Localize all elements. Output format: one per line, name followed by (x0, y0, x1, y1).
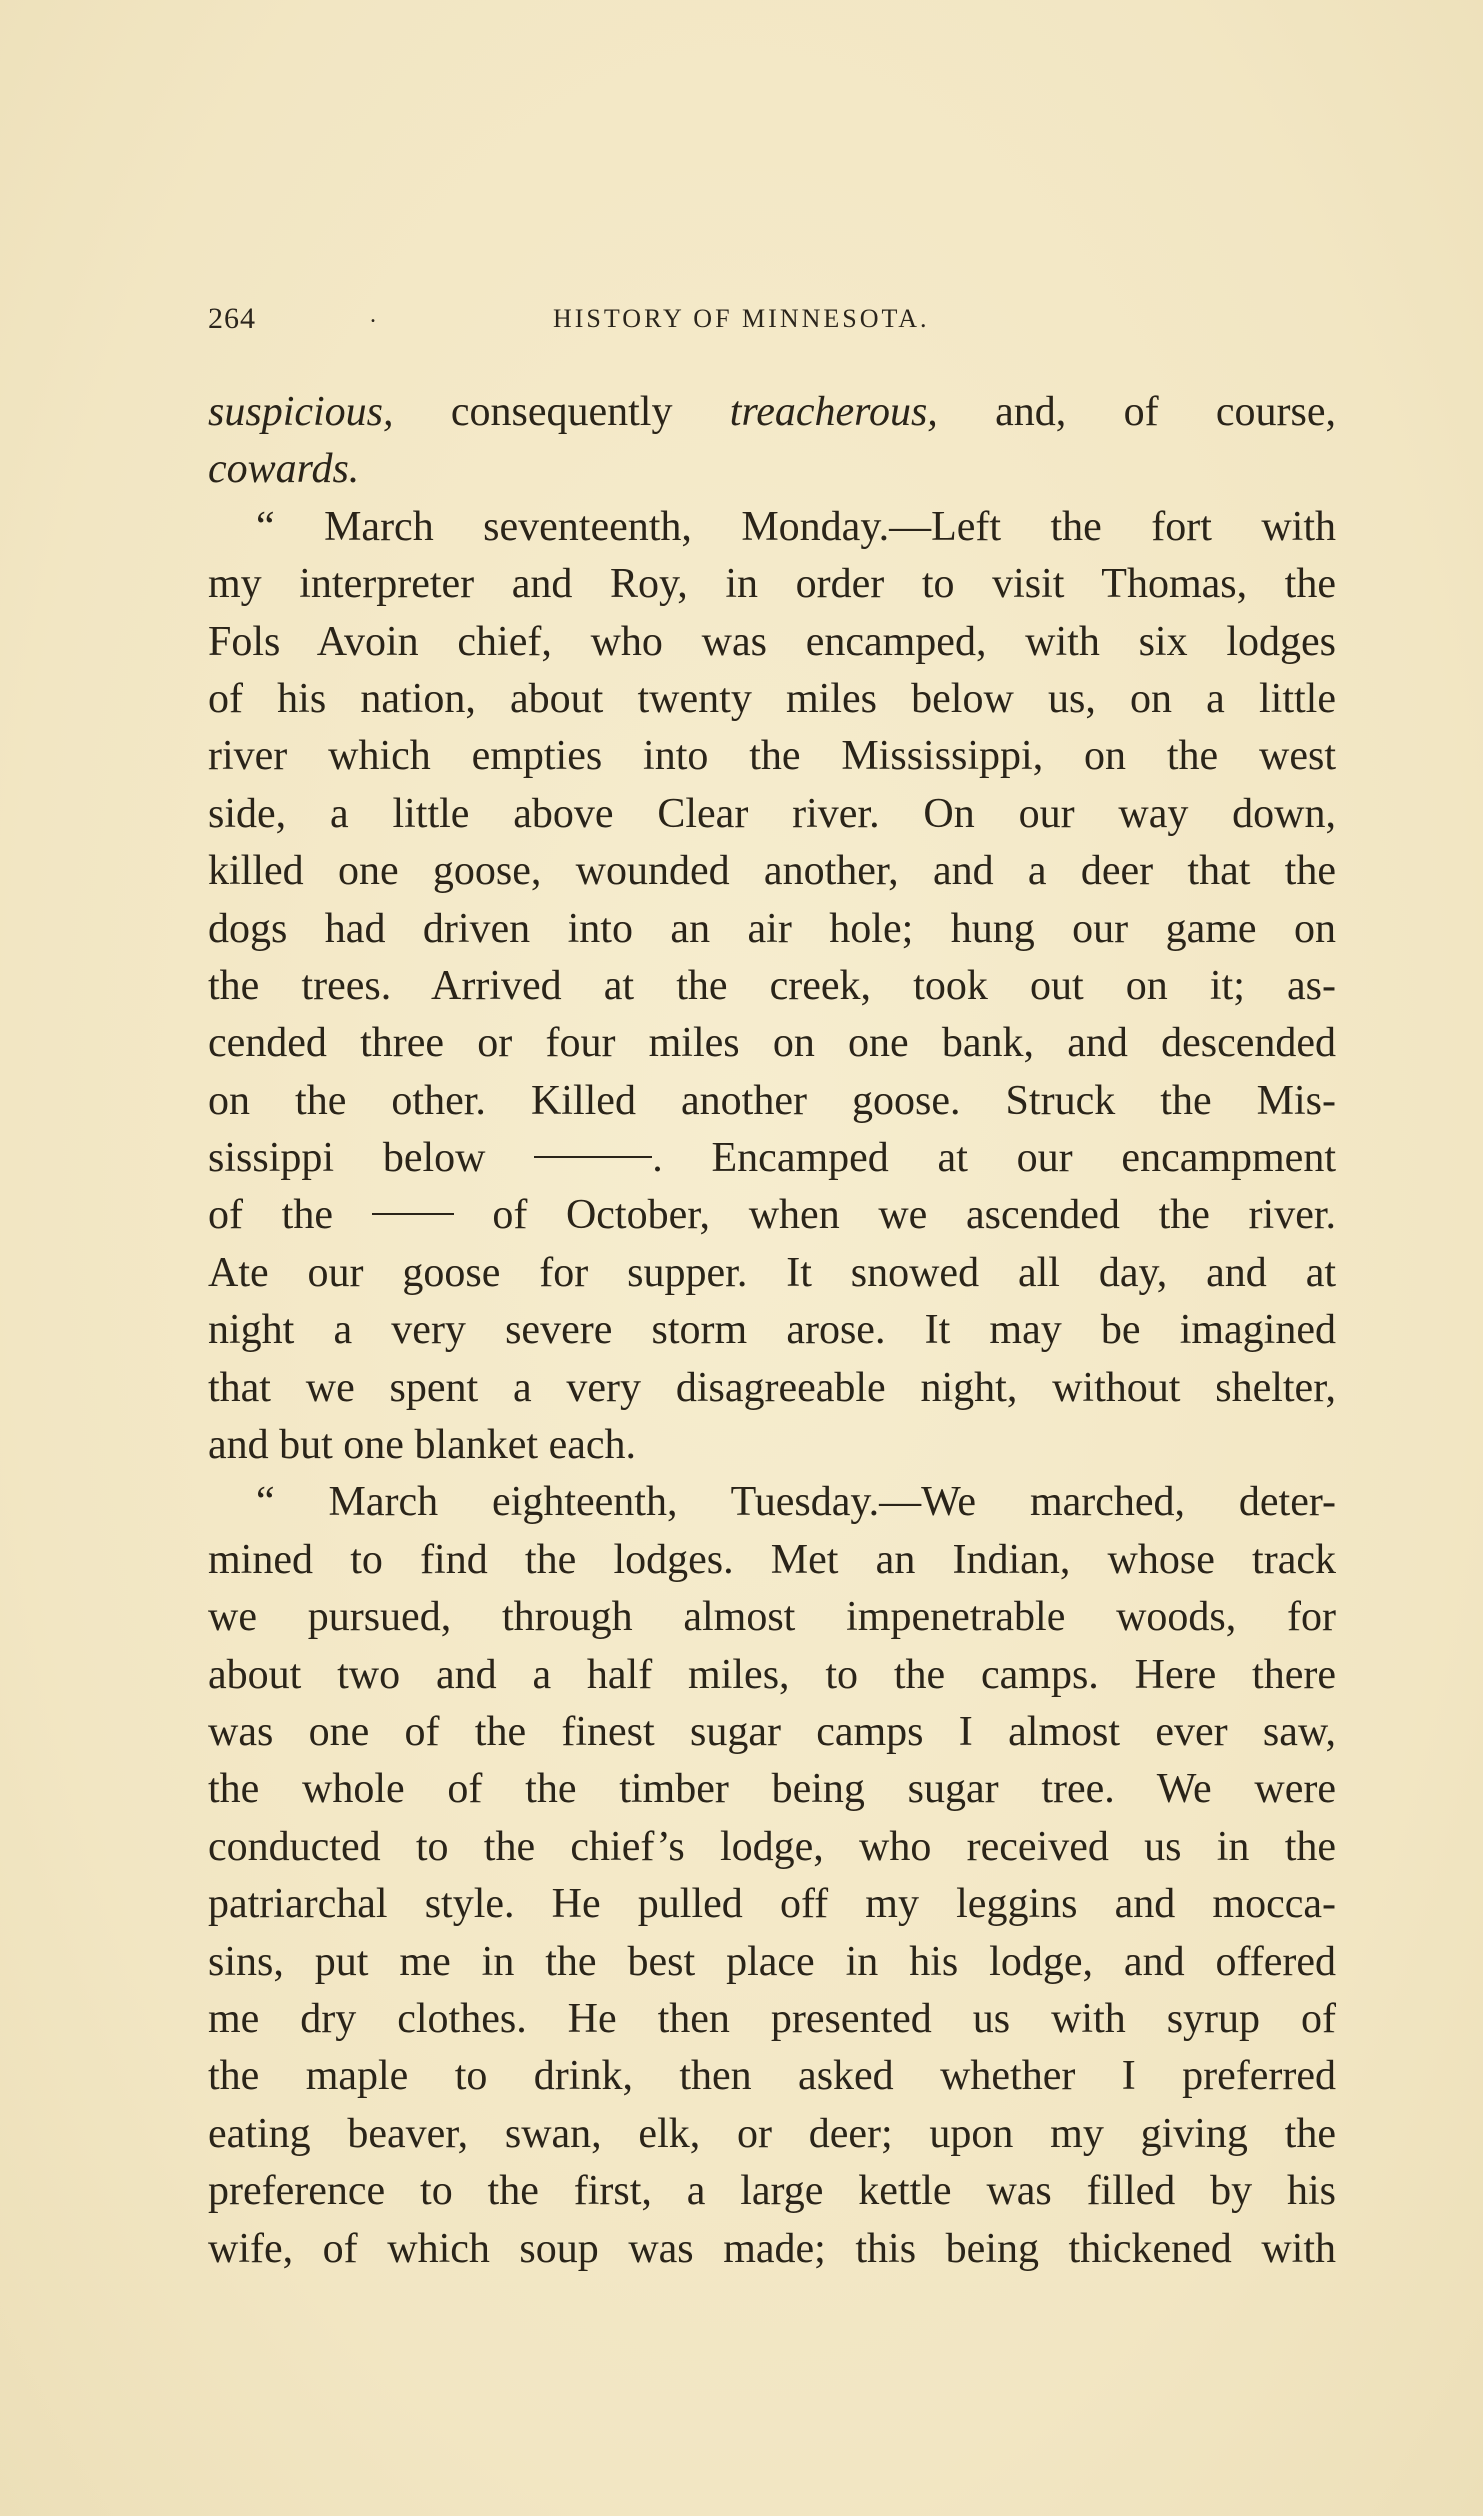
text-run-2: consequently (393, 389, 730, 435)
text-line-6: of his nation, about twenty miles below us, on a little (208, 675, 1336, 722)
text-line-26: conducted to the chief’s lodge, who received us in the (208, 1823, 1336, 1870)
text-line-5: Fols Avoin chief, who was encamped, with six lodges (208, 618, 1336, 665)
text-line-2 (208, 441, 1336, 498)
text-line-16: Ate our goose for supper. It snowed all day, and at (208, 1249, 1336, 1296)
blank-dash-long (534, 1156, 652, 1158)
text-line-30: the maple to drink, then asked whether I preferred (208, 2053, 1336, 2100)
text-line-12: cended three or four miles on one bank, and descended (208, 1020, 1336, 1067)
text-line-24: was one of the finest sugar camps I almost ever saw, (208, 1708, 1336, 1755)
text-line-15 (208, 1187, 1336, 1244)
text-line-9: killed one goose, wounded another, and a deer that the (208, 848, 1336, 895)
text-line-14 (208, 1130, 1336, 1187)
text-line-15-end: of October, when we ascended the river. (492, 1192, 1337, 1239)
text-line-15-start: of the (208, 1192, 333, 1239)
blank-dash-short (372, 1213, 454, 1215)
text-line-32: preference to the first, a large kettle was filled by his (208, 2168, 1336, 2215)
text-line-11: the trees. Arrived at the creek, took out on it; as- (208, 962, 1336, 1009)
text-line-33: wife, of which soup was made; this being thickened with (208, 2225, 1336, 2272)
header-dot: . (370, 302, 376, 328)
text-run-4: and, of course, (937, 389, 1337, 435)
text-line-19: and but one blanket each. (208, 1422, 636, 1469)
text-line-1 (208, 384, 1336, 441)
body-text (208, 384, 1336, 2278)
text-line-22: we pursued, through almost impenetrable woods, for (208, 1594, 1336, 1641)
running-title: HISTORY OF MINNESOTA. (553, 304, 930, 333)
text-line-20: “ March eighteenth, Tuesday.—We marched, deter- (256, 1479, 1336, 1526)
text-line-14-end: . Encamped at our encampment (652, 1135, 1336, 1182)
text-line-7: river which empties into the Mississippi, on the west (208, 733, 1336, 780)
italic-run-1: cowards. (208, 446, 360, 493)
text-line-3: “ March seventeenth, Monday.—Left the fort with (256, 503, 1336, 550)
text-line-23: about two and a half miles, to the camps. Here there (208, 1651, 1336, 1698)
text-line-21: mined to find the lodges. Met an Indian, whose track (208, 1536, 1336, 1583)
page-header (208, 302, 1338, 346)
text-line-4: my interpreter and Roy, in order to visit Thomas, the (208, 561, 1336, 608)
italic-run-1: suspicious, (208, 389, 394, 435)
text-line-18: that we spent a very disagreeable night, without shelter, (208, 1364, 1336, 1411)
text-line-13: on the other. Killed another goose. Struck the Mis- (208, 1077, 1336, 1124)
text-line-31: eating beaver, swan, elk, or deer; upon my giving the (208, 2110, 1336, 2157)
text-line-14-start: sissippi below (208, 1135, 486, 1182)
text-line-29: me dry clothes. He then presented us with syrup of (208, 1995, 1336, 2042)
text-line-10: dogs had driven into an air hole; hung our game on (208, 905, 1336, 952)
italic-run-3: treacherous, (729, 389, 938, 435)
page-number: 264 (208, 302, 256, 335)
text-line-17: night a very severe storm arose. It may be imagined (208, 1307, 1336, 1354)
text-line-27: patriarchal style. He pulled off my leggins and mocca- (208, 1881, 1336, 1928)
text-line-8: side, a little above Clear river. On our way down, (208, 790, 1336, 837)
text-line-28: sins, put me in the best place in his lodge, and offered (208, 1938, 1336, 1985)
text-line-25: the whole of the timber being sugar tree. We were (208, 1766, 1336, 1813)
